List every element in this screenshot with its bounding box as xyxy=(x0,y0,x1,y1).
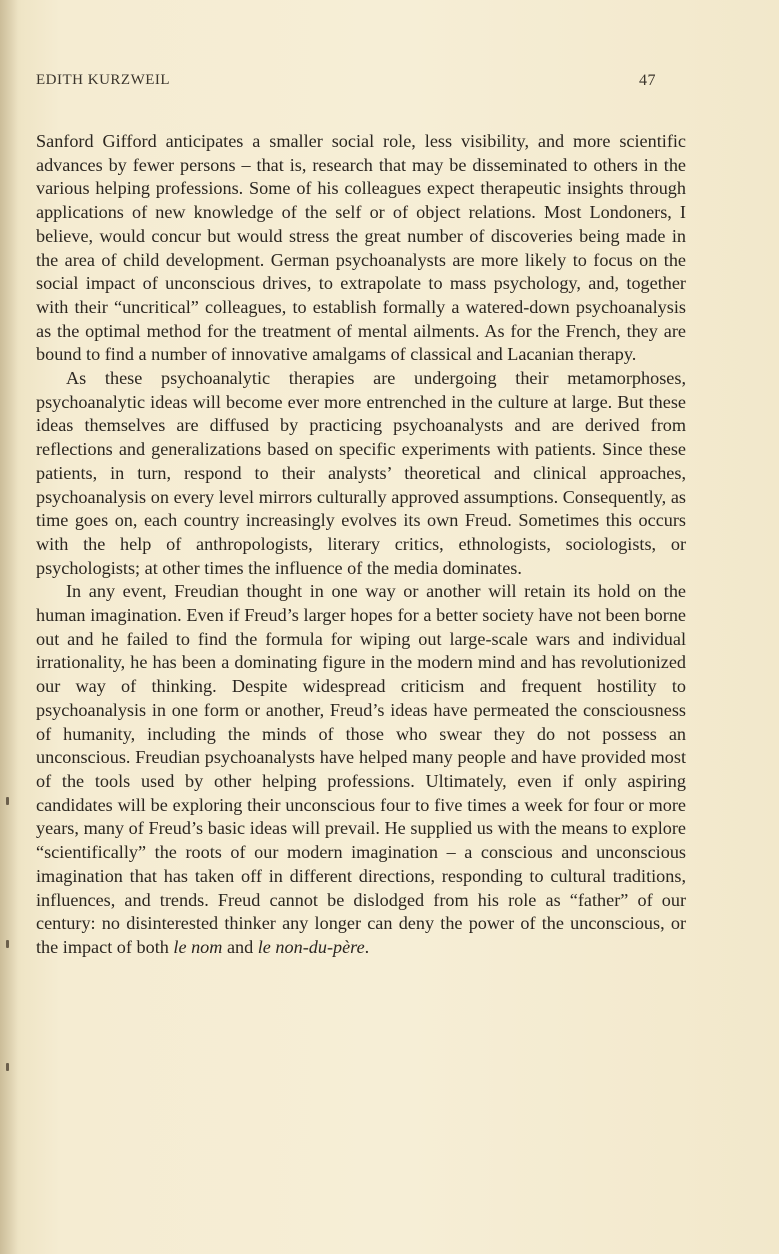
body-text xyxy=(36,130,686,960)
page-number: 47 xyxy=(639,72,656,89)
paragraph-3-end: . xyxy=(364,936,370,957)
paragraph-2: As these psychoanalytic therapies are undergoing their metamorphoses, psychoanalytic ideas will become ever more entrenched in the culture at large. But these ideas themselves are diffused by practicing psychoanalysts and are derived from reflections and generalizations based on specific experiments with patients. Since these patients, in turn, respond to their analysts’ theoretical and clinical approaches, psychoanalysis on every level mirrors culturally approved assumptions. Consequently, as time goes on, each country increasingly evolves its own Freud. Sometimes this occurs with the help of anthropologists, literary critics, ethnologists, sociologists, or psychologists; at other times the influence of the media dominates. xyxy=(36,368,686,578)
margin-mark xyxy=(6,940,9,948)
paragraph-3 xyxy=(36,580,686,959)
paragraph-3-text: In any event, Freudian thought in one way or another will retain its hold on the human imagination. Even if Freud’s larger hopes for a better society have not been borne out and he failed to find the formula for wiping out large-scale wars and individual irrationality, he has been a dominating figure in the modern mind and has revolutionized our way of thinking. Despite widespread criticism and frequent hostility to psychoanalysis in one form or another, Freud’s ideas have permeated the consciousness of humanity, including the minds of those who swear they do not possess an unconscious. Freudian psychoanalysts have helped many people and have provided most of the tools used by other helping professions. Ultimately, even if only aspiring candidates will be exploring their unconscious four to five times a week for four or more years, many of Freud’s basic ideas will prevail. He supplied us with the means to explore “scientifically” the roots of our modern imagination – a conscious and unconscious imagination that has taken off in different directions, responding to cultural traditions, influences, and trends. Freud cannot be dislodged from his role as “father” of our century: no disinterested thinker any longer can deny the power of the unconscious, or the impact of both xyxy=(36,581,686,957)
italic-le-non-du-pere: le non-du-père xyxy=(257,936,365,957)
paragraph-1: Sanford Gifford anticipates a smaller social role, less visibility, and more scientific advances by fewer persons – that is, research that may be disseminated to others in the various helping professions. Some of his colleagues expect therapeutic insights through applications of new knowledge of the self or of object relations. Most Londoners, I believe, would concur but would stress the great number of discoveries being made in the area of child development. German psychoanalysts are more likely to focus on the social impact of unconscious drives, to extrapolate to mass psychology, and, together with their “uncritical” colleagues, to establish formally a watered-down psychoanalysis as the optimal method for the treatment of mental ailments. As for the French, they are bound to find a number of innovative amalgams of classical and Lacanian therapy. xyxy=(36,131,686,365)
paragraph-3-and: and xyxy=(222,936,258,957)
gutter-shadow xyxy=(0,0,18,1254)
margin-mark xyxy=(6,797,9,805)
running-head xyxy=(36,72,656,96)
italic-le-nom: le nom xyxy=(173,936,223,957)
running-head-author: EDITH KURZWEIL xyxy=(36,72,171,88)
margin-mark xyxy=(6,1063,9,1071)
